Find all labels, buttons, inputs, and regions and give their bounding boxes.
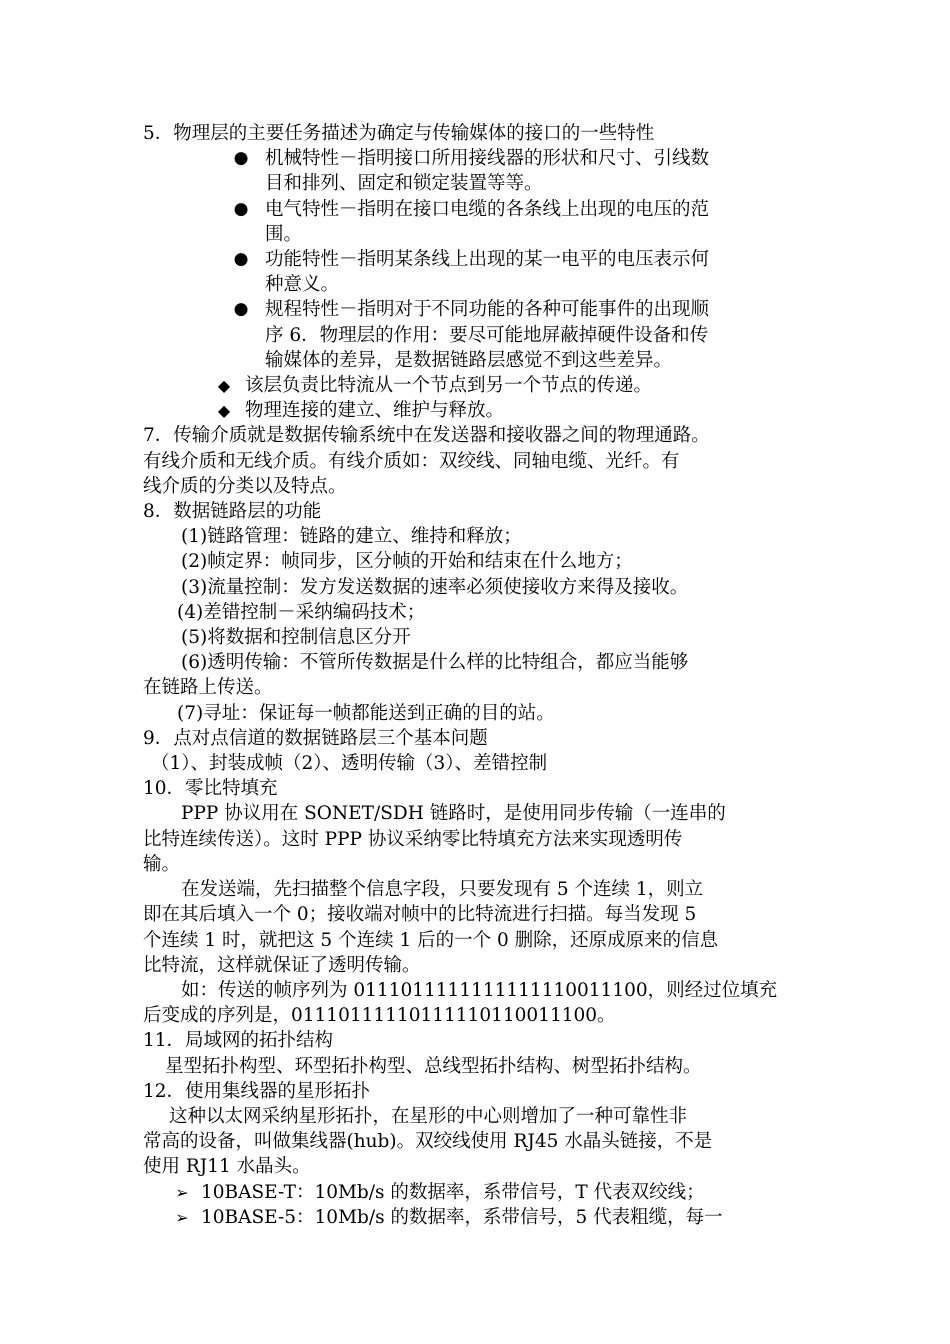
bullet-icon: ● — [233, 249, 249, 270]
paragraph-line: 个连续 1 时，就把这 5 个连续 1 后的一个 0 删除，还原成原来的信息 — [143, 929, 719, 951]
list-item — [143, 247, 815, 297]
document-body — [143, 121, 815, 1230]
diamond-icon: ◆ — [217, 401, 231, 421]
list-item-text: 围。 — [265, 223, 303, 245]
list-item-text: 序 6．物理层的作用：要尽可能地屏蔽掉硬件设备和传 — [265, 324, 709, 346]
list-item — [143, 146, 815, 196]
section-12-title: 12．使用集线器的星形拓扑 — [143, 1080, 371, 1102]
section-7-line: 有线介质和无线介质。有线介质如：双绞线、同轴电缆、光纤。有 — [143, 450, 680, 472]
paragraph-line: 输。 — [143, 853, 181, 875]
bullet-icon: ● — [233, 198, 249, 219]
arrow-icon: ➢ — [175, 1207, 189, 1227]
list-item-text: 输媒体的差异，是数据链路层感觉不到这些差异。 — [265, 349, 673, 371]
section-8-title: 8．数据链路层的功能 — [143, 501, 322, 523]
list-item — [143, 1205, 815, 1230]
section-7-line: 7．传输介质就是数据传输系统中在发送器和接收器之间的物理通路。 — [143, 425, 710, 447]
list-item-text: 种意义。 — [265, 274, 340, 296]
list-item: (7)寻址：保证每一帧都能送到正确的目的站。 — [177, 702, 555, 724]
paragraph-line: PPP 协议用在 SONET/SDH 链路时，是使用同步传输（一连串的 — [181, 803, 726, 825]
bullet-icon: ● — [233, 299, 249, 320]
list-item — [143, 1180, 815, 1205]
section-11-title: 11．局域网的拓扑结构 — [143, 1030, 334, 1052]
diamond-icon: ◆ — [217, 376, 231, 396]
list-item-text: 该层负责比特流从一个节点到另一个节点的传递。 — [245, 375, 653, 397]
list-item: (1)链路管理：链路的建立、维持和释放； — [181, 526, 522, 548]
list-item-text: 10BASE-T：10Mb/s 的数据率，系带信号，T 代表双绞线； — [201, 1181, 705, 1203]
paragraph-line: 在发送端，先扫描整个信息字段，只要发现有 5 个连续 1，则立 — [181, 879, 704, 901]
paragraph-line: 这种以太网采纳星形拓扑，在星形的中心则增加了一种可靠性非 — [169, 1105, 688, 1127]
paragraph-line: 后变成的序列是，011101111101111101100111​00。 — [143, 1005, 616, 1027]
section-9-title: 9．点对点信道的数据链路层三个基本问题 — [143, 727, 488, 749]
paragraph-line: 如：传送的帧序列为 0111011111111111110011100，则经过位填充 — [181, 979, 778, 1001]
paragraph-line: 比特流，这样就保证了透明传输。 — [143, 954, 421, 976]
list-item — [143, 398, 815, 423]
bullet-icon: ● — [233, 148, 249, 169]
list-item — [143, 297, 815, 373]
paragraph-line: 即在其后填入一个 0；接收端对帧中的比特流进行扫描。每当发现 5 — [143, 904, 697, 926]
list-item — [143, 197, 815, 247]
list-item: 在链路上传送。 — [143, 677, 273, 699]
section-9-body: （1）、封装成帧（2）、透明传输（3）、差错控制 — [151, 753, 548, 775]
section-10-title: 10．零比特填充 — [143, 778, 278, 800]
list-item: (4)差错控制－采纳编码技术； — [177, 601, 426, 623]
paragraph-line: 常高的设备，叫做集线器(hub)。双绞线使用 RJ45 水晶头链接，不是 — [143, 1131, 713, 1153]
list-item: (6)透明传输：不管所传数据是什么样的比特组合，都应当能够 — [181, 652, 689, 674]
section-7-line: 线介质的分类以及特点。 — [143, 475, 347, 497]
list-item-text: 10BASE-5：10Mb/s 的数据率，系带信号，5 代表粗缆，每一 — [201, 1206, 723, 1228]
list-item-text: 电气特性－指明在接口电缆的各条线上出现的电压的范 — [265, 198, 710, 220]
paragraph-line: 比特连续传送）。这时 PPP 协议采纳零比特填充方法来实现透明传 — [143, 828, 683, 850]
list-item-text: 机械特性－指明接口所用接线器的形状和尺寸、引线数 — [265, 148, 710, 170]
section-5-title: 5．物理层的主要任务描述为确定与传输媒体的接口的一些特性 — [143, 123, 655, 144]
list-item-text: 功能特性－指明某条线上出现的某一电平的电压表示何 — [265, 249, 710, 271]
section-11-body: 星型拓扑构型、环型拓扑构型、总线型拓扑结构、树型拓扑结构。 — [165, 1055, 702, 1077]
list-item-text: 规程特性－指明对于不同功能的各种可能事件的出现顺 — [265, 299, 710, 321]
list-item-text: 目和排列、固定和锁定装置等等。 — [265, 173, 543, 195]
arrow-icon: ➢ — [175, 1182, 189, 1202]
paragraph-line: 使用 RJ11 水晶头。 — [143, 1156, 311, 1178]
list-item: (3)流量控制：发方发送数据的速率必须使接收方来得及接收。 — [181, 576, 689, 598]
list-item-text: 物理连接的建立、维护与释放。 — [245, 400, 505, 422]
list-item — [143, 373, 815, 398]
list-item: (5)将数据和控制信息区分开 — [181, 627, 411, 649]
list-item: (2)帧定界：帧同步，区分帧的开始和结束在什么地方； — [181, 551, 633, 573]
